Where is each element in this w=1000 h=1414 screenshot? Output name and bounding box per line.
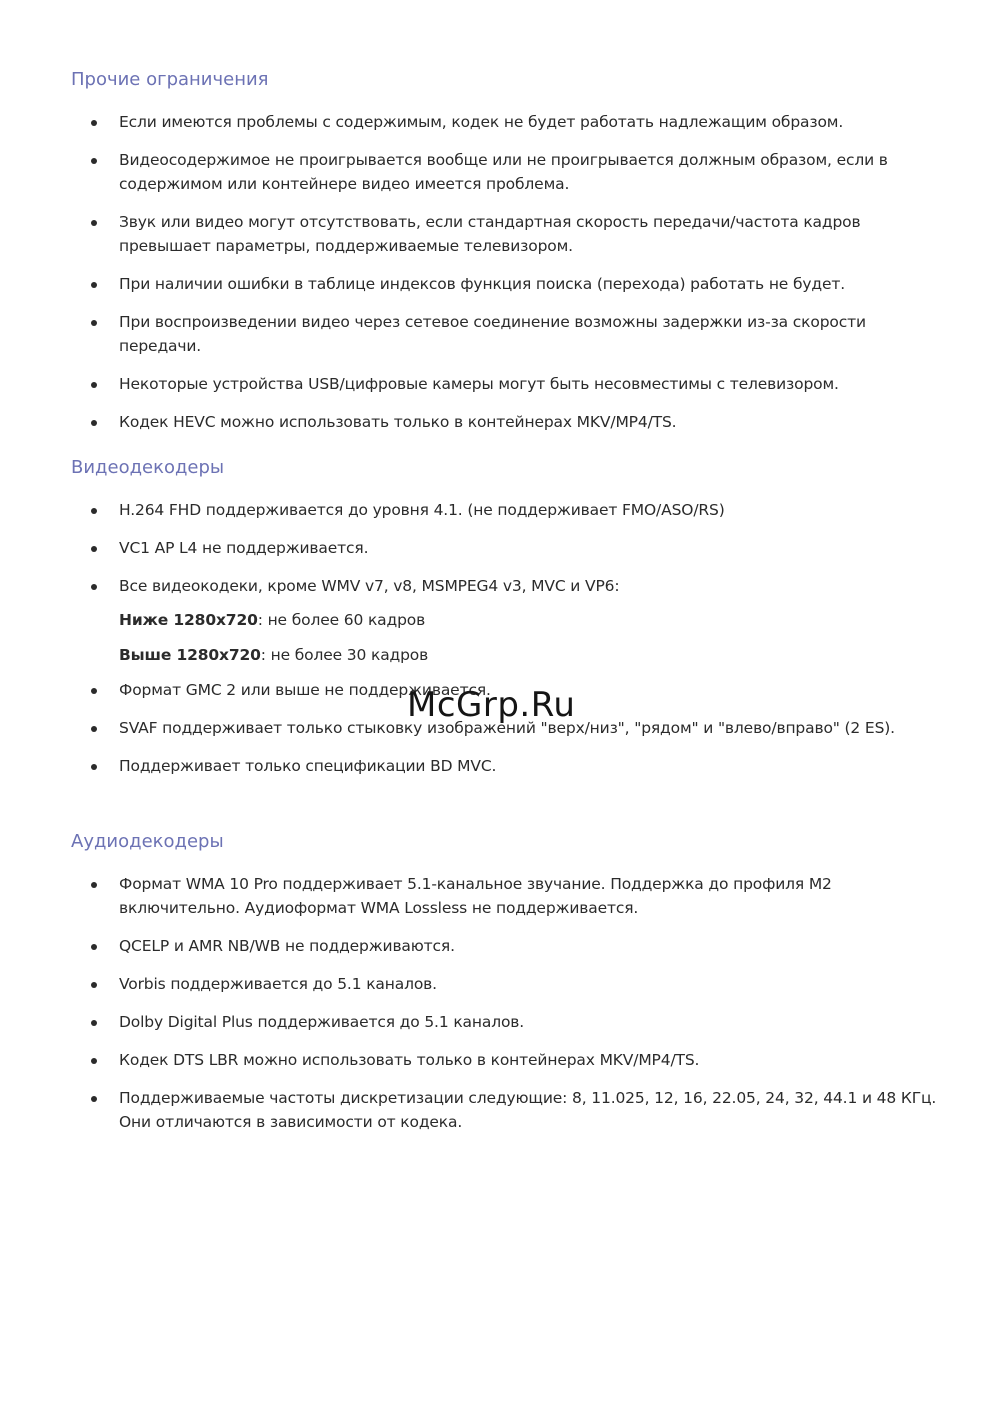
list-item-text: Кодек DTS LBR можно использовать только в контейнерах MKV/MP4/TS. — [119, 1051, 700, 1069]
bullet-icon — [91, 882, 97, 888]
list-item — [71, 1010, 941, 1034]
section-title: Аудиодекодеры — [71, 831, 224, 852]
bullet-list — [71, 872, 941, 1134]
list-item-text: Формат GMC 2 или выше не поддерживается. — [119, 681, 491, 699]
bullet-list — [71, 498, 941, 778]
section-title: Видеодекодеры — [71, 457, 225, 478]
watermark: McGrp.Ru — [407, 685, 576, 725]
list-item — [71, 1086, 941, 1134]
list-item-text: Звук или видео могут отсутствовать, если стандартная скорость передачи/частота кадров превышает параметры, поддерживаемые телевизором. — [119, 213, 861, 255]
list-item — [71, 498, 941, 522]
list-item — [71, 110, 941, 134]
section-video-decoders — [71, 456, 941, 792]
list-item-text: Все видеокодеки, кроме WMV v7, v8, MSMPEG4 v3, MVC и VP6: — [119, 577, 620, 595]
resolution-label: Ниже 1280x720 — [119, 611, 258, 629]
list-item — [71, 272, 941, 296]
bullet-icon — [91, 764, 97, 770]
bullet-icon — [91, 220, 97, 226]
bullet-icon — [91, 508, 97, 514]
bullet-icon — [91, 584, 97, 590]
bullet-icon — [91, 1020, 97, 1026]
list-item-text: Dolby Digital Plus поддерживается до 5.1 каналов. — [119, 1013, 525, 1031]
list-item — [71, 536, 941, 560]
list-item-text: Кодек HEVC можно использовать только в контейнерах MKV/MP4/TS. — [119, 413, 677, 431]
list-item-text: QCELP и AMR NB/WB не поддерживаются. — [119, 937, 455, 955]
list-item-text: Формат WMA 10 Pro поддерживает 5.1-канальное звучание. Поддержка до профиля M2 включительно. Аудиоформат WMA Lossless не поддерживается. — [119, 875, 832, 917]
bullet-icon — [91, 1096, 97, 1102]
section-title: Прочие ограничения — [71, 69, 269, 90]
list-item — [71, 210, 941, 258]
bullet-icon — [91, 1058, 97, 1064]
resolution-note — [71, 643, 941, 667]
bullet-icon — [91, 382, 97, 388]
list-item-text: Видеосодержимое не проигрывается вообще или не проигрывается должным образом, если в содержимом или контейнере видео имеется проблема. — [119, 151, 888, 193]
list-item-text: H.264 FHD поддерживается до уровня 4.1. (не поддерживает FMO/ASO/RS) — [119, 501, 725, 519]
bullet-icon — [91, 726, 97, 732]
bullet-icon — [91, 688, 97, 694]
bullet-icon — [91, 282, 97, 288]
bullet-icon — [91, 158, 97, 164]
bullet-icon — [91, 944, 97, 950]
list-item-text: Поддерживает только спецификации BD MVC. — [119, 757, 497, 775]
list-item — [71, 148, 941, 196]
list-item-text: Если имеются проблемы с содержимым, кодек не будет работать надлежащим образом. — [119, 113, 844, 131]
list-item — [71, 372, 941, 396]
resolution-value: : не более 60 кадров — [257, 611, 426, 629]
bullet-icon — [91, 546, 97, 552]
list-item-text: Vorbis поддерживается до 5.1 каналов. — [119, 975, 437, 993]
list-item-text: При воспроизведении видео через сетевое соединение возможны задержки из-за скорости передачи. — [119, 313, 866, 355]
list-item-text: При наличии ошибки в таблице индексов функция поиска (перехода) работать не будет. — [119, 275, 846, 293]
list-item — [71, 574, 941, 598]
list-item-text: SVAF поддерживает только стыковку изображений "верх/низ", "рядом" и "влево/вправо" (2 ES). — [119, 719, 895, 737]
list-item — [71, 972, 941, 996]
section-audio-decoders — [71, 830, 941, 1148]
section-other-restrictions — [71, 68, 941, 448]
list-item — [71, 872, 941, 920]
bullet-list — [71, 110, 941, 434]
resolution-value: : не более 30 кадров — [260, 646, 429, 664]
bullet-icon — [91, 982, 97, 988]
resolution-note — [71, 608, 941, 632]
resolution-label: Выше 1280x720 — [119, 646, 261, 664]
list-item-text: Поддерживаемые частоты дискретизации следующие: 8, 11.025, 12, 16, 22.05, 24, 32, 44.1 и 48 КГц. Они отличаются в зависимости от кодека. — [119, 1089, 937, 1131]
list-item-text: Некоторые устройства USB/цифровые камеры могут быть несовместимы с телевизором. — [119, 375, 839, 393]
list-item — [71, 310, 941, 358]
list-item — [71, 410, 941, 434]
list-item — [71, 754, 941, 778]
bullet-icon — [91, 420, 97, 426]
list-item-text: VC1 AP L4 не поддерживается. — [119, 539, 369, 557]
list-item — [71, 1048, 941, 1072]
bullet-icon — [91, 120, 97, 126]
list-item — [71, 934, 941, 958]
bullet-icon — [91, 320, 97, 326]
